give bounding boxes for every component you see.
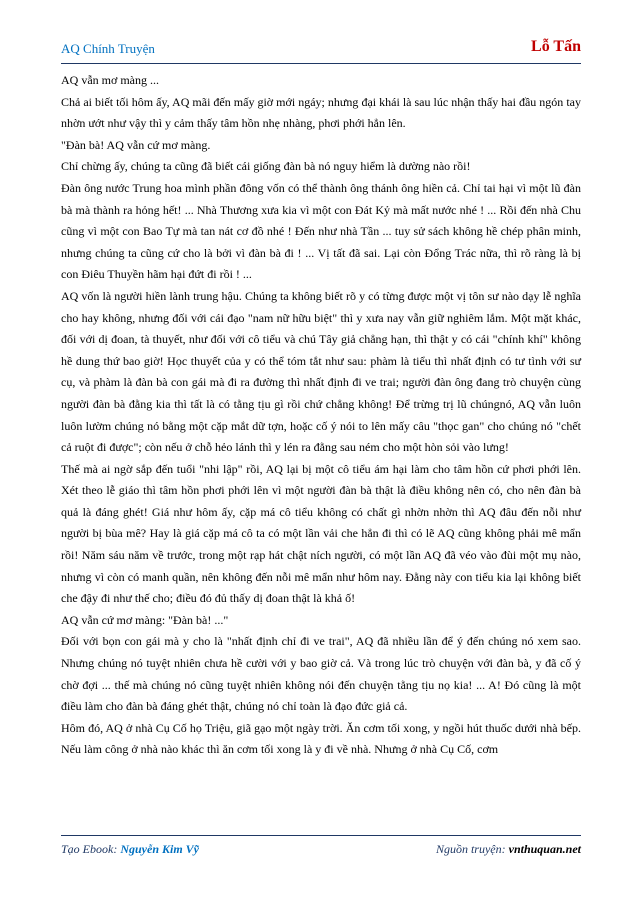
paragraph: Chả ai biết tối hôm ấy, AQ mãi đến mấy giờ mới ngáy; nhưng đại khái là sau lúc nhận thấy hai đầu ngón tay nhờn ướt như vậy thì y cảm thấy tâm hồn nhẹ nhàng, phơi phới hẳn lên. (61, 94, 581, 131)
paragraph: AQ vẫn mơ màng ... (61, 73, 159, 87)
paragraph: Đối với bọn con gái mà y cho là "nhất định chỉ đi ve trai", AQ đã nhiều lần để ý đến chúng nó xem sao. Nhưng chúng nó tuyệt nhiên chưa hề cười với y bao giờ cả. Và trong lúc trò chuyện với đàn bà, y đã cố ý chờ đợi ... thế mà chúng nó cũng tuyệt nhiên không nói đến chuyện tằng tịu nọ kia! ... A! Đó cũng là một điều làm cho đàn bà đáng ghét thật, chúng nó chỉ toàn là đạo đức giả cả. (61, 634, 581, 714)
paragraph: Thế mà ai ngờ sắp đến tuổi "nhi lập" rồi, AQ lại bị một cô tiểu ám hại làm cho tâm hồn cứ phơi phới lên. Xét theo lễ giáo thì tâm hồn phơi phới lên vì một người đàn bà thật là điều không nên có, cho nên đàn bà quả là đáng ghét! Giá như hôm ấy, cặp má cô tiểu không có chất gì nhờn nhờn thì AQ đâu đến nỗi như người bị bùa mê? Hay là giá cặp má cô ta có một lần vải che hẳn đi thì có lẽ AQ cũng không phải mê mẩn rồi! Năm sáu năm về trước, trong một rạp hát chật ních người, có một lần AQ đã véo vào đùi một mụ nào, nhưng vì còn có manh quần, nên không đến nỗi mê mẩn như hôm nay. Đằng này con tiểu kia lại không biết che đậy đi như thế cho; điều đó đủ thấy dị đoan thật là khả ố! (61, 461, 581, 606)
paragraph: Đàn ông nước Trung hoa mình phần đông vốn có thể thành ông thánh ông hiền cả. Chỉ tai hại vì một lũ đàn bà mà thành ra hỏng hết! ... Nhà Thương xưa kia vì một con Đát Kỷ mà mất nước nhé ! ... Rồi đến nhà Chu cũng vì một con Bao Tự mà tan nát cơ đồ nhé ! Đến như nhà Tần ... tuy sử sách không hề chép phân minh, nhưng chúng ta cũng cứ cho là bởi vì đàn bà đi ! ... Vị tất đã sai. Lại còn Đổng Trác nữa, thì rõ ràng là bị con Điêu Thuyền hãm hại đứt đi rồi ! ... (61, 180, 581, 282)
story-text (61, 70, 581, 761)
ebook-creator-name: Nguyễn Kim Vỹ (120, 842, 199, 856)
book-title: AQ Chính Truyện (61, 41, 155, 56)
paragraph: AQ vẫn cứ mơ màng: "Đàn bà! ..." (61, 612, 229, 627)
paragraph: Chỉ chừng ấy, chúng ta cũng đã biết cái giống đàn bà nó nguy hiểm là dường nào rồi! (61, 159, 471, 174)
author-name: Lỗ Tấn (531, 38, 581, 55)
paragraph: AQ vốn là người hiền lành trung hậu. Chúng ta không biết rõ y có từng được một vị tôn sư nào dạy lễ nghĩa cho hay không, nhưng đối với cái đạo "nam nữ hữu biệt" thì y xưa nay vẫn giữ nghiêm lắm. Một mặt khác, đối với dị đoan, tà thuyết, như đối với cô tiểu và chú Tây giả chẳng hạn, thì thật y có cái "chính khí" không hề dung thứ bao giờ! Học thuyết của y có thể tóm tắt như sau: phàm là tiểu thì nhất định có tư tình với sư cụ, và phàm là đàn bà con gái mà đi ra đường thì nhất định đi ve trai; người đàn ông đang trò chuyện cùng người đàn bà đằng kia thì tất là có tằng tịu gì rồi chứ chẳng không! Để trừng trị lũ chúngnó, AQ vẫn luôn luôn lườm chúng nó bằng một cặp mắt dữ tợn, hoặc cố ý nói to lên mấy câu "thọc gan" cho chúng nó "chết cả ruột đi được"; còn nếu ở chỗ hẻo lánh thì y lén ra đằng sau ném cho một hòn sỏi vào lưng! (61, 288, 581, 455)
paragraph: "Đàn bà! AQ vẫn cứ mơ màng. (61, 137, 211, 152)
ebook-label: Tạo Ebook: (61, 842, 121, 856)
header-divider (61, 63, 581, 64)
source-credit (436, 842, 581, 857)
page-header (61, 38, 581, 64)
source-label: Nguồn truyện: (435, 842, 509, 856)
footer-divider (61, 835, 581, 836)
paragraph: Hôm đó, AQ ở nhà Cụ Cố họ Triệu, giã gạo một ngày trời. Ăn cơm tối xong, y ngồi hút thuốc dưới nhà bếp. Nếu làm công ở nhà nào khác thì ăn cơm tối xong là y đi về nhà. Nhưng ở nhà Cụ Cố, cơm (61, 720, 581, 757)
page-footer (61, 842, 581, 860)
source-site: vnthuquan.net (508, 842, 581, 856)
ebook-credit (61, 842, 199, 857)
